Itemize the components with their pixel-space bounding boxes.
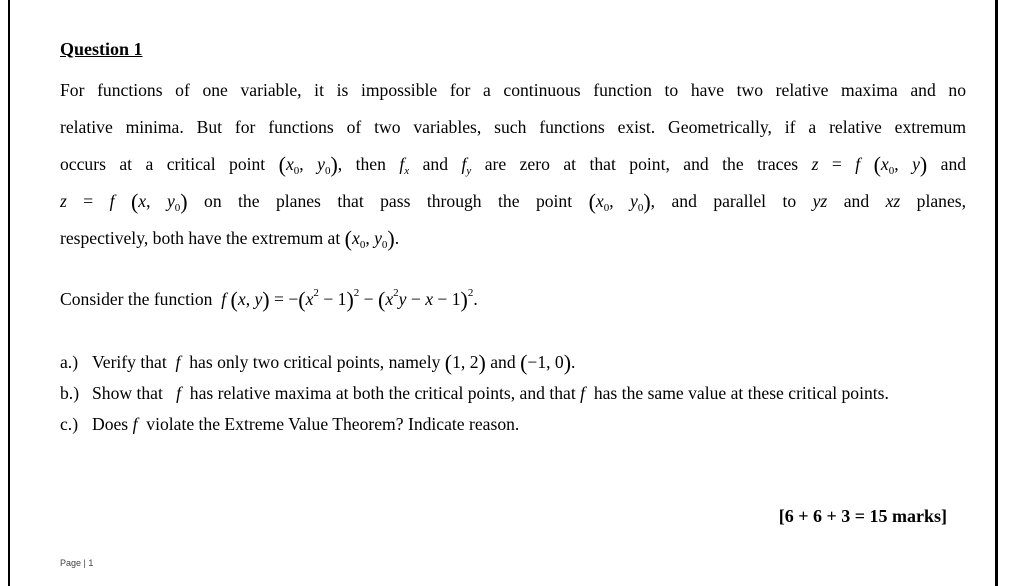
document-page <box>8 0 998 586</box>
part-c: c.) Does f violate the Extreme Value Theorem? Indicate reason. <box>60 414 520 434</box>
question-heading: Question 1 <box>60 39 143 59</box>
para-line-4: z = f (x, $y_0$) on the planes that pass through the point ($x_0$, $y_0$), and parallel to yz and xz planes, <box>60 189 967 214</box>
page-footer: Page | 1 <box>60 558 94 568</box>
para-line-1: For functions of one variable, it is impossible for a continuous function to have two relative maxima and no <box>60 80 966 100</box>
part-a: a.) Verify that f has only two critical points, namely (1, 2) and (−1, 0). <box>60 350 576 375</box>
marks-total: [6 + 6 + 3 = 15 marks] <box>778 506 947 526</box>
function-definition: Consider the function f (x, $y) = -(x^2 - 1)^2 - (x^2y - x - 1)^2$. <box>60 287 478 312</box>
para-line-3: occurs at a critical point ($x_0$, $y_0$), then $f_x$ and $f_y$ are zero at that point, and the traces z = f ($x_0$, y) and <box>60 152 967 177</box>
question-parts <box>60 347 966 440</box>
part-b: b.) Show that f has relative maxima at both the critical points, and that f has the same value at these critical points. <box>60 383 889 403</box>
para-line-2: relative minima. But for functions of two variables, such functions exist. Geometrically, if a relative extremum <box>60 117 966 137</box>
intro-paragraph <box>60 72 966 257</box>
para-line-5: respectively, both have the extremum at ($x_0$, $y_0$). <box>60 226 400 251</box>
question-body <box>60 36 966 440</box>
